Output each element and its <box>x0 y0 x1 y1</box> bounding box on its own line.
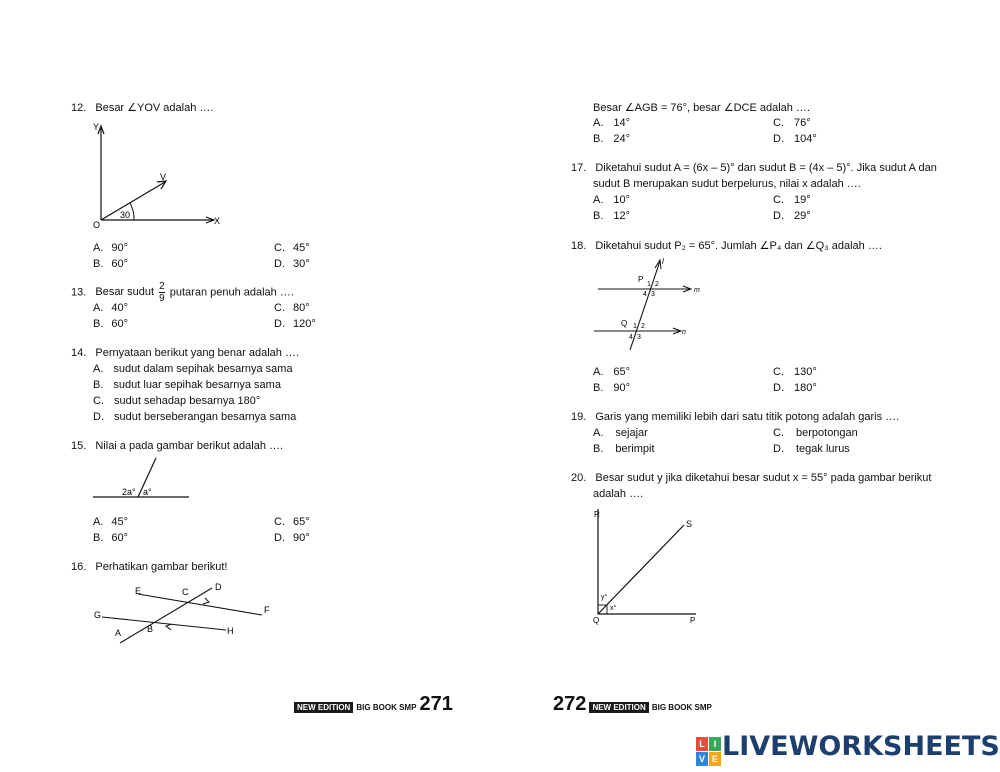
option-a[interactable]: A. 45° <box>93 516 129 528</box>
option-b[interactable]: B. 60° <box>93 318 129 330</box>
svg-text:4: 4 <box>643 291 647 298</box>
question-text: Nilai a pada gambar berikut adalah …. <box>95 440 284 452</box>
angle-yov-diagram <box>88 120 228 235</box>
footer-left <box>294 693 453 716</box>
svg-text:E: E <box>135 586 142 596</box>
label-2a: 2a° <box>122 487 136 497</box>
option-c[interactable]: C. berpotongan <box>773 427 858 439</box>
option-c[interactable]: C. 130° <box>773 366 817 378</box>
question-number: 20. <box>571 472 587 484</box>
question-20 <box>571 472 931 484</box>
question-17 <box>571 162 937 174</box>
svg-text:C: C <box>182 587 189 597</box>
complementary-angle-diagram <box>588 505 708 630</box>
option-c[interactable]: C. sudut sehadap besarnya 180° <box>93 395 261 407</box>
svg-text:A: A <box>115 628 122 638</box>
option-a[interactable]: A. sudut dalam sepihak besarnya sama <box>93 363 293 375</box>
label-y: Y <box>93 122 100 132</box>
logo-tile-v: V <box>696 752 708 766</box>
svg-text:Q: Q <box>621 319 628 328</box>
svg-text:B: B <box>147 624 154 634</box>
label-a: a° <box>143 487 152 497</box>
label-x: X <box>214 216 221 226</box>
fraction: $\frac{2}{9}$ <box>159 281 165 304</box>
svg-text:2: 2 <box>641 323 645 330</box>
option-d[interactable]: D. 104° <box>773 133 817 145</box>
option-c[interactable]: C. 65° <box>274 516 310 528</box>
page-number: 271 <box>419 693 453 715</box>
option-a[interactable]: A. 65° <box>593 366 631 378</box>
svg-text:3: 3 <box>651 291 655 298</box>
option-b[interactable]: B. berimpit <box>593 443 655 455</box>
question-text-line1: Besar sudut y jika diketahui besar sudut x = 55° pada gambar berikut <box>595 472 932 484</box>
edition-badge: NEW EDITION <box>294 702 353 713</box>
svg-text:3: 3 <box>637 334 641 341</box>
edition-badge: NEW EDITION <box>589 702 648 713</box>
svg-text:m: m <box>694 287 700 294</box>
svg-text:2: 2 <box>655 281 659 288</box>
question-text: Perhatikan gambar berikut! <box>95 561 228 573</box>
option-b[interactable]: B. sudut luar sepihak besarnya sama <box>93 379 281 391</box>
question-19 <box>571 411 899 423</box>
question-number: 18. <box>571 240 587 252</box>
question-text: Pernyataan berikut yang benar adalah …. <box>95 347 299 359</box>
logo-tile-e: E <box>709 752 721 766</box>
svg-text:R: R <box>594 510 600 519</box>
option-c[interactable]: C. 80° <box>274 302 310 314</box>
svg-text:1: 1 <box>633 323 637 330</box>
book-title: BIG BOOK SMP <box>356 703 417 712</box>
option-c[interactable]: C. 76° <box>773 117 811 129</box>
logo-tile-i: I <box>709 737 721 751</box>
question-text-line2: sudut B merupakan sudut berpelurus, nilai x adalah …. <box>593 178 861 190</box>
label-o: O <box>93 220 101 230</box>
option-c[interactable]: C. 19° <box>773 194 811 206</box>
supplementary-angle-diagram <box>90 455 195 505</box>
svg-text:F: F <box>264 605 270 615</box>
label-angle: 30 <box>120 210 131 220</box>
option-d[interactable]: D. sudut berseberangan besarnya sama <box>93 411 297 423</box>
option-d[interactable]: D. 120° <box>274 318 316 330</box>
logo-tile-l: L <box>696 737 708 751</box>
parallel-lines-diagram <box>90 580 280 645</box>
option-b[interactable]: B. 12° <box>593 210 631 222</box>
label-v: V <box>160 172 167 182</box>
svg-text:D: D <box>215 582 222 592</box>
question-number: 17. <box>571 162 587 174</box>
svg-text:1: 1 <box>647 281 651 288</box>
option-b[interactable]: B. 60° <box>93 258 129 270</box>
option-b[interactable]: B. 60° <box>93 532 129 544</box>
logo-wordmark: LIVEWORKSHEETS <box>722 731 1000 762</box>
svg-text:n: n <box>682 329 686 336</box>
svg-text:H: H <box>227 626 234 636</box>
svg-text:4: 4 <box>629 334 633 341</box>
question-text: Diketahui sudut P₂ = 65°. Jumlah ∠P₄ dan ∠Q₃ adalah …. <box>595 240 882 252</box>
option-a[interactable]: A. 40° <box>93 302 129 314</box>
question-number: 13. <box>71 286 87 299</box>
question-number: 16. <box>71 561 87 573</box>
question-text: Besar ∠YOV adalah …. <box>95 102 214 114</box>
question-12 <box>71 101 213 114</box>
question-16 <box>71 561 227 573</box>
question-15 <box>71 440 283 452</box>
option-c[interactable]: C. 45° <box>274 242 310 254</box>
svg-text:P: P <box>690 616 696 625</box>
question-18 <box>571 239 882 252</box>
svg-text:G: G <box>94 610 102 620</box>
question-14 <box>71 347 299 359</box>
question-number: 15. <box>71 440 87 452</box>
option-d[interactable]: D. tegak lurus <box>773 443 850 455</box>
question-text-line2: adalah …. <box>593 488 644 500</box>
book-title: BIG BOOK SMP <box>651 703 712 712</box>
option-d[interactable]: D. 29° <box>773 210 811 222</box>
svg-text:P: P <box>638 275 644 284</box>
option-a[interactable]: A. 90° <box>93 242 129 254</box>
footer-right <box>553 693 712 716</box>
svg-text:x°: x° <box>610 605 617 612</box>
question-number: 14. <box>71 347 87 359</box>
option-d[interactable]: D. 30° <box>274 258 310 270</box>
question-number: 12. <box>71 102 87 114</box>
question-13: 13. Besar sudut $\frac{2}{9}$ putaran penuh adalah …. <box>71 281 294 304</box>
question-text-line1: Diketahui sudut A = (6x – 5)° dan sudut B = (4x – 5)°. Jika sudut A dan <box>595 162 937 174</box>
question-number: 19. <box>571 411 587 423</box>
option-a[interactable]: A. sejajar <box>593 427 648 439</box>
page-number: 272 <box>553 693 587 715</box>
option-d[interactable]: D. 90° <box>274 532 310 544</box>
svg-text:l: l <box>662 257 664 266</box>
option-a[interactable]: A. 10° <box>593 194 631 206</box>
question-16-continued: Besar ∠AGB = 76°, besar ∠DCE adalah …. <box>593 102 811 114</box>
option-a[interactable]: A. 14° <box>593 117 631 129</box>
svg-text:Q: Q <box>593 616 600 625</box>
option-b[interactable]: B. 90° <box>593 382 631 394</box>
svg-text:y°: y° <box>601 594 608 601</box>
svg-text:S: S <box>686 519 693 529</box>
option-d[interactable]: D. 180° <box>773 382 817 394</box>
question-text: Garis yang memiliki lebih dari satu titik potong adalah garis …. <box>595 411 900 423</box>
option-b[interactable]: B. 24° <box>593 133 631 145</box>
logo-tiles <box>696 737 722 767</box>
transversal-diagram <box>590 255 705 355</box>
